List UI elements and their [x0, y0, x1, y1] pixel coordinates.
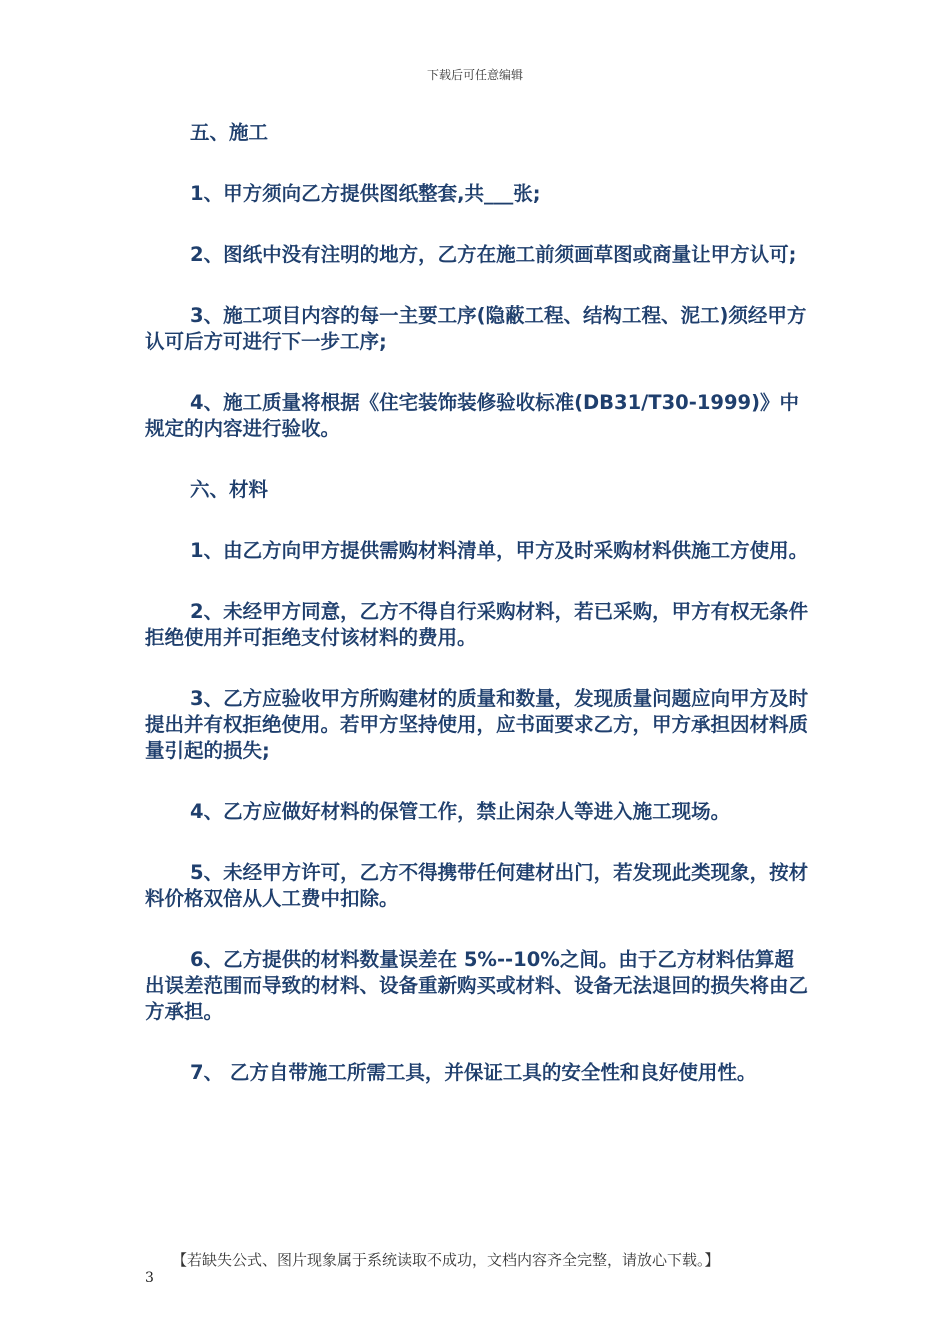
clause-6-4: 4、乙方应做好材料的保管工作，禁止闲杂人等进入施工现场。: [190, 800, 731, 823]
section-heading-materials: 六、材料: [190, 478, 269, 501]
clause-6-3: 3、乙方应验收甲方所购建材的质量和数量，发现质量问题应向甲方及时提出并有权拒绝使用。若甲方坚持使用，应书面要求乙方，甲方承担因材料质量引起的损失;: [145, 687, 809, 762]
clause-6-1: 1、由乙方向甲方提供需购材料清单，甲方及时采购材料供施工方使用。: [190, 539, 809, 562]
page-number: 3: [145, 1270, 154, 1286]
clause-5-3: 3、施工项目内容的每一主要工序(隐蔽工程、结构工程、泥工)须经甲方认可后方可进行下一步工序;: [145, 304, 807, 353]
clause-6-7: 7、 乙方自带施工所需工具，并保证工具的安全性和良好使用性。: [190, 1061, 757, 1084]
document-body: [145, 120, 810, 1086]
clause-5-4: 4、施工质量将根据《住宅装饰装修验收标准(DB31/T30-1999)》中规定的内容进行验收。: [145, 391, 800, 440]
clause-6-6: 6、乙方提供的材料数量误差在 5%--10%之间。由于乙方材料估算超出误差范围而导致的材料、设备重新购买或材料、设备无法退回的损失将由乙方承担。: [145, 948, 809, 1023]
header-note: 下载后可任意编辑: [426, 68, 523, 82]
footer-note: 【若缺失公式、图片现象属于系统读取不成功，文档内容齐全完整，请放心下载。】: [172, 1251, 720, 1269]
section-heading-construction: 五、施工: [190, 121, 269, 144]
clause-5-2: 2、图纸中没有注明的地方，乙方在施工前须画草图或商量让甲方认可;: [190, 243, 797, 266]
clause-5-1: 1、甲方须向乙方提供图纸整套,共___张;: [190, 182, 541, 205]
clause-6-5: 5、未经甲方许可，乙方不得携带任何建材出门，若发现此类现象，按材料价格双倍从人工费中扣除。: [145, 861, 809, 910]
clause-6-2: 2、未经甲方同意，乙方不得自行采购材料，若已采购，甲方有权无条件拒绝使用并可拒绝支付该材料的费用。: [145, 600, 809, 649]
